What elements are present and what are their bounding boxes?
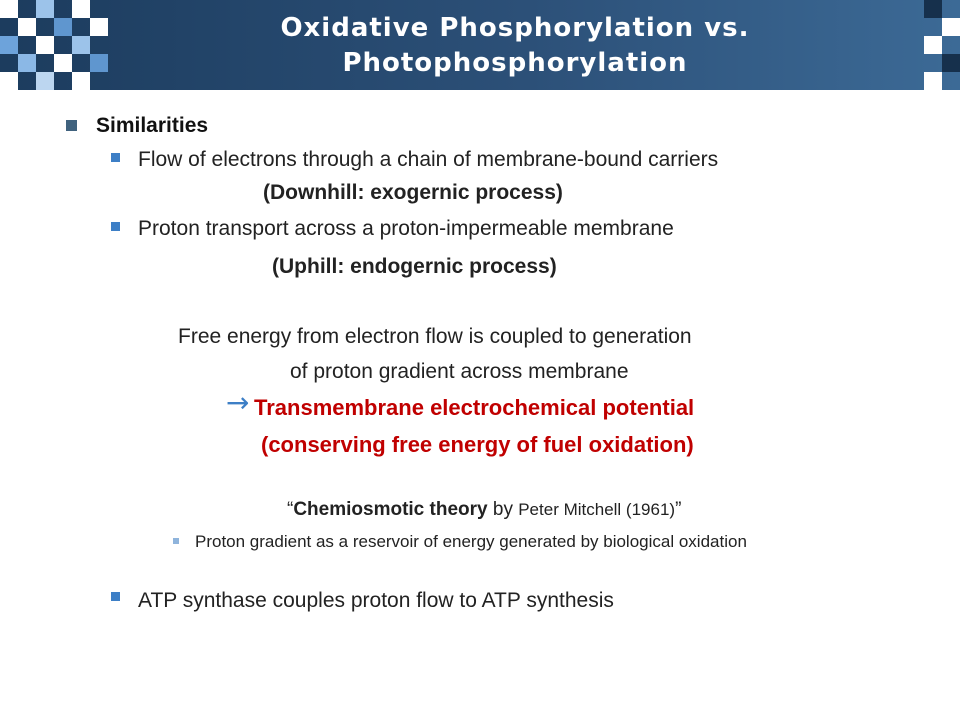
peter-mitchell-reference: Peter Mitchell (1961): [518, 500, 676, 519]
decor-tile: [36, 72, 54, 90]
bullet-square: [111, 153, 120, 162]
quote-open: “: [287, 499, 294, 520]
conserving-free-energy: (conserving free energy of fuel oxidation): [261, 432, 694, 457]
bullet-square: [66, 120, 77, 131]
decor-tile: [0, 36, 18, 54]
decor-tile: [18, 18, 36, 36]
chemiosmotic-theory-line: [287, 499, 681, 521]
similarities-heading: Similarities: [96, 114, 209, 137]
point-electron-flow-note: (Downhill: exogernic process): [263, 181, 563, 204]
point-electron-flow: Flow of electrons through a chain of membrane-bound carriers: [138, 148, 719, 171]
point-atp-synthase: ATP synthase couples proton flow to ATP synthesis: [138, 589, 614, 612]
decor-tile: [942, 54, 960, 72]
decor-tile: [0, 0, 18, 18]
bullet-square: [173, 538, 179, 544]
decor-tile: [0, 72, 18, 90]
chemiosmotic-theory-label: Chemiosmotic theory: [293, 499, 488, 520]
decor-tile: [72, 72, 90, 90]
proton-gradient-reservoir: Proton gradient as a reservoir of energy generated by biological oxidation: [195, 532, 747, 551]
slide-title-line1: Oxidative Phosphorylation vs.: [280, 13, 750, 43]
decor-tile: [36, 36, 54, 54]
point-proton-transport: Proton transport across a proton-impermeable membrane: [138, 217, 674, 240]
decor-tile: [36, 0, 54, 18]
arrow-icon: →: [226, 386, 250, 419]
decor-tile: [942, 18, 960, 36]
decor-tile: [72, 36, 90, 54]
title-banner: [0, 0, 960, 90]
bullet-square: [111, 222, 120, 231]
decor-tile: [924, 72, 942, 90]
slide-title-line2: Photophosphorylation: [342, 48, 688, 78]
quote-close: ”: [675, 499, 682, 520]
coupling-statement-line1: Free energy from electron flow is coupled to generation: [178, 325, 692, 348]
decor-tile: [72, 0, 90, 18]
coupling-statement-line2: of proton gradient across membrane: [290, 360, 629, 383]
slide-title: [120, 6, 910, 86]
decor-tile: [924, 0, 942, 18]
decor-tile: [18, 54, 36, 72]
decor-tile: [924, 36, 942, 54]
quote-by: by: [487, 499, 519, 520]
transmembrane-potential: Transmembrane electrochemical potential: [254, 395, 695, 420]
decor-tile: [54, 18, 72, 36]
decor-tile: [90, 54, 108, 72]
point-proton-transport-note: (Uphill: endogernic process): [272, 255, 557, 278]
decor-tile: [54, 54, 72, 72]
decor-tile: [90, 18, 108, 36]
bullet-square: [111, 592, 120, 601]
